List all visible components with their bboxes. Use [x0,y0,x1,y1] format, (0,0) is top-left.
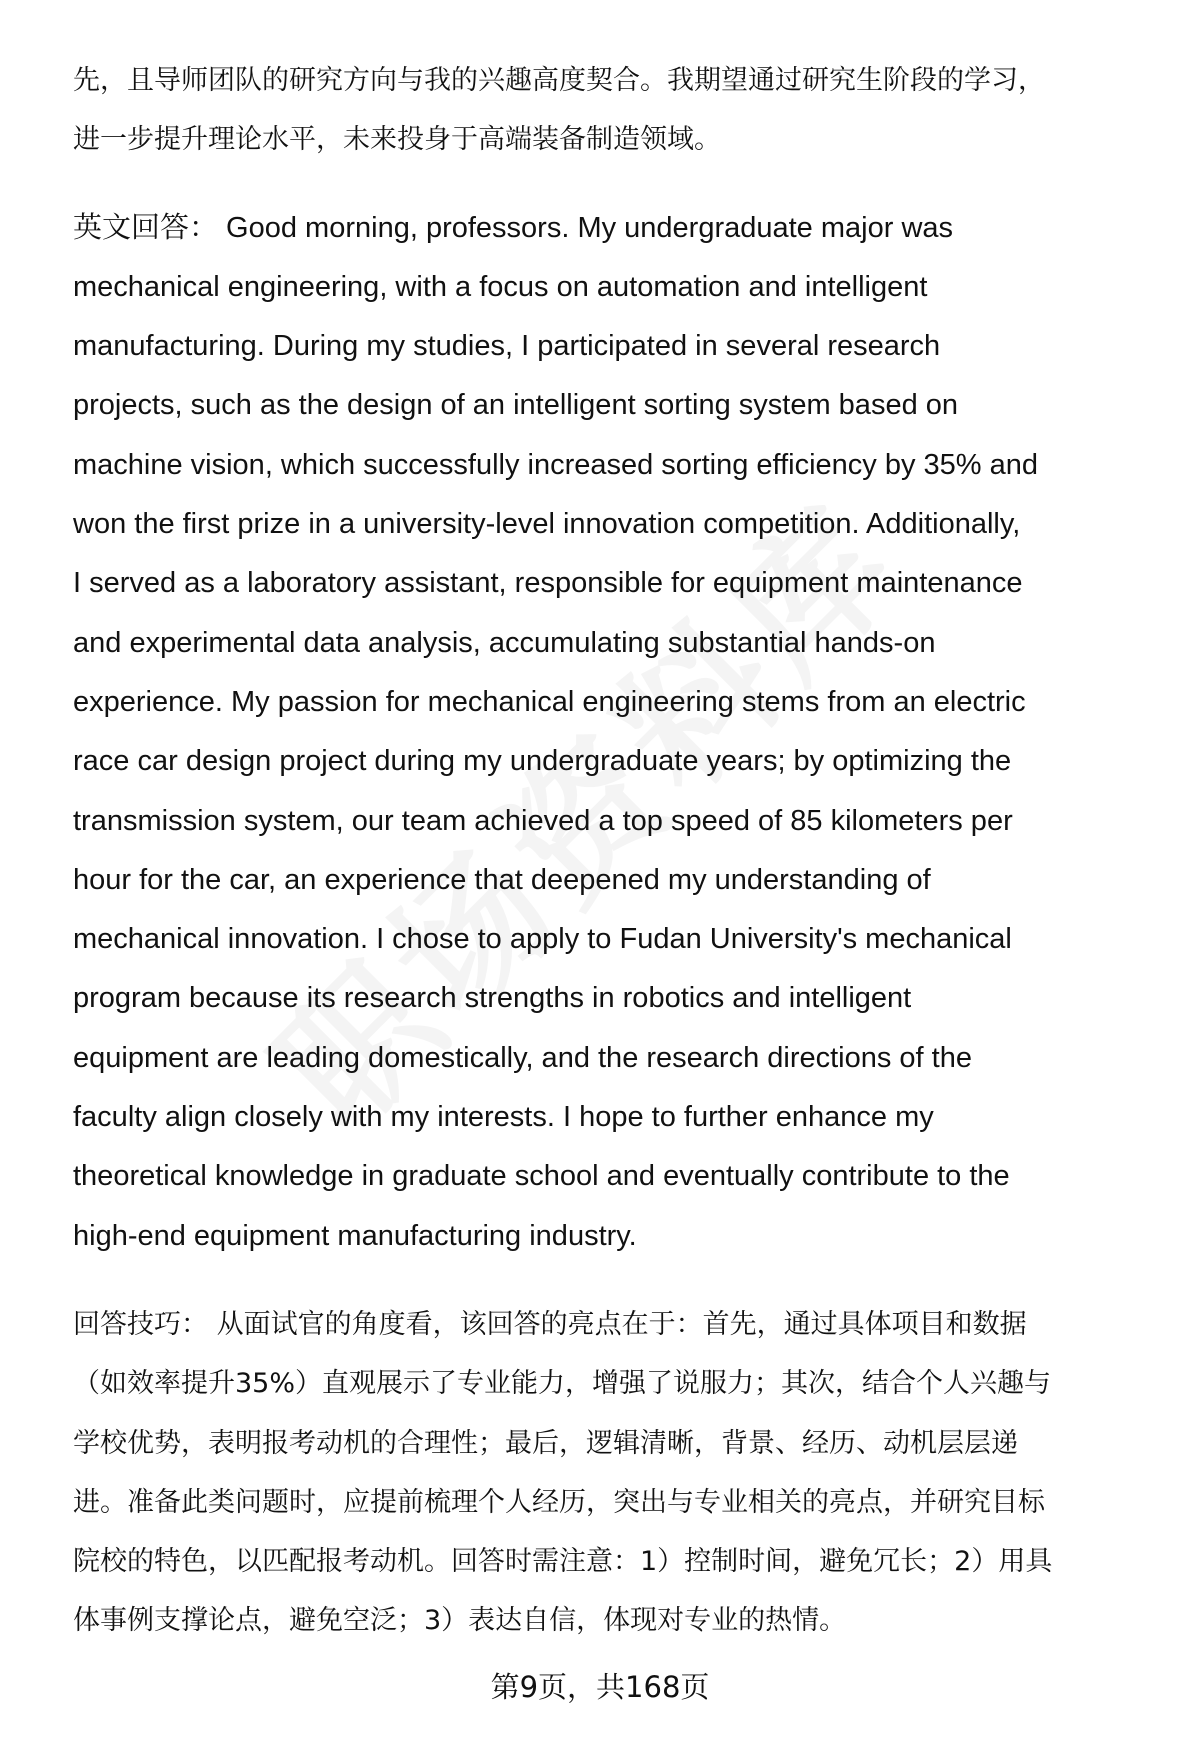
text-line: 体事例支撑论点，避免空泛；3）表达自信，体现对专业的热情。 [73,1605,847,1637]
page-number-footer: 第9页，共168页 [490,1670,710,1704]
answer-tips-paragraph [73,1295,1153,1651]
text-line: program because its research strengths in robotics and intelligent [73,982,912,1015]
text-line: 进。准备此类问题时，应提前梳理个人经历，突出与专业相关的亮点，并研究目标 [73,1486,1045,1518]
text-line: theoretical knowledge in graduate school and eventually contribute to the [73,1160,1010,1193]
text-line: 院校的特色，以匹配报考动机。回答时需注意：1）控制时间，避免冗长；2）用具 [73,1546,1053,1578]
text-line: equipment are leading domestically, and the research directions of the [73,1041,972,1074]
text-line: I served as a laboratory assistant, responsible for equipment maintenance [73,567,1023,600]
text-line: won the first prize in a university-level innovation competition. Additionally, [73,508,1021,541]
text-line: and experimental data analysis, accumulating substantial hands-on [73,626,936,659]
text-line: experience. My passion for mechanical engineering stems from an electric [73,685,1026,718]
document-page [73,51,1153,1651]
text-line: mechanical innovation. I chose to apply to Fudan University's mechanical [73,923,1012,956]
text-line: 进一步提升理论水平，未来投身于高端装备制造领域。 [73,124,721,156]
text-line: 先，且导师团队的研究方向与我的兴趣高度契合。我期望通过研究生阶段的学习， [73,65,1045,96]
text-line: faculty align closely with my interests. I hope to further enhance my [73,1101,934,1134]
intro-paragraph-tail [73,51,1153,170]
text-line: 回答技巧： 从面试官的角度看，该回答的亮点在于：首先，通过具体项目和数据 [73,1308,1027,1340]
text-line: projects, such as the design of an intelligent sorting system based on [73,389,959,422]
text-line: 英文回答： Good morning, professors. My undergraduate major was [73,211,954,244]
text-line: transmission system, our team achieved a top speed of 85 kilometers per [73,804,1013,837]
text-line: （如效率提升35%）直观展示了专业能力，增强了说服力；其次，结合个人兴趣与 [73,1368,1052,1400]
text-line: machine vision, which successfully increased sorting efficiency by 35% and [73,448,1039,481]
text-line: mechanical engineering, with a focus on automation and intelligent [73,270,928,303]
text-line: manufacturing. During my studies, I participated in several research [73,330,941,363]
english-answer-paragraph [73,199,1153,1266]
text-line: high-end equipment manufacturing industry. [73,1219,637,1252]
text-line: 学校优势，表明报考动机的合理性；最后，逻辑清晰，背景、经历、动机层层递 [73,1427,1018,1459]
text-line: race car design project during my undergraduate years; by optimizing the [73,745,1012,778]
text-line: hour for the car, an experience that deepened my understanding of [73,863,931,896]
